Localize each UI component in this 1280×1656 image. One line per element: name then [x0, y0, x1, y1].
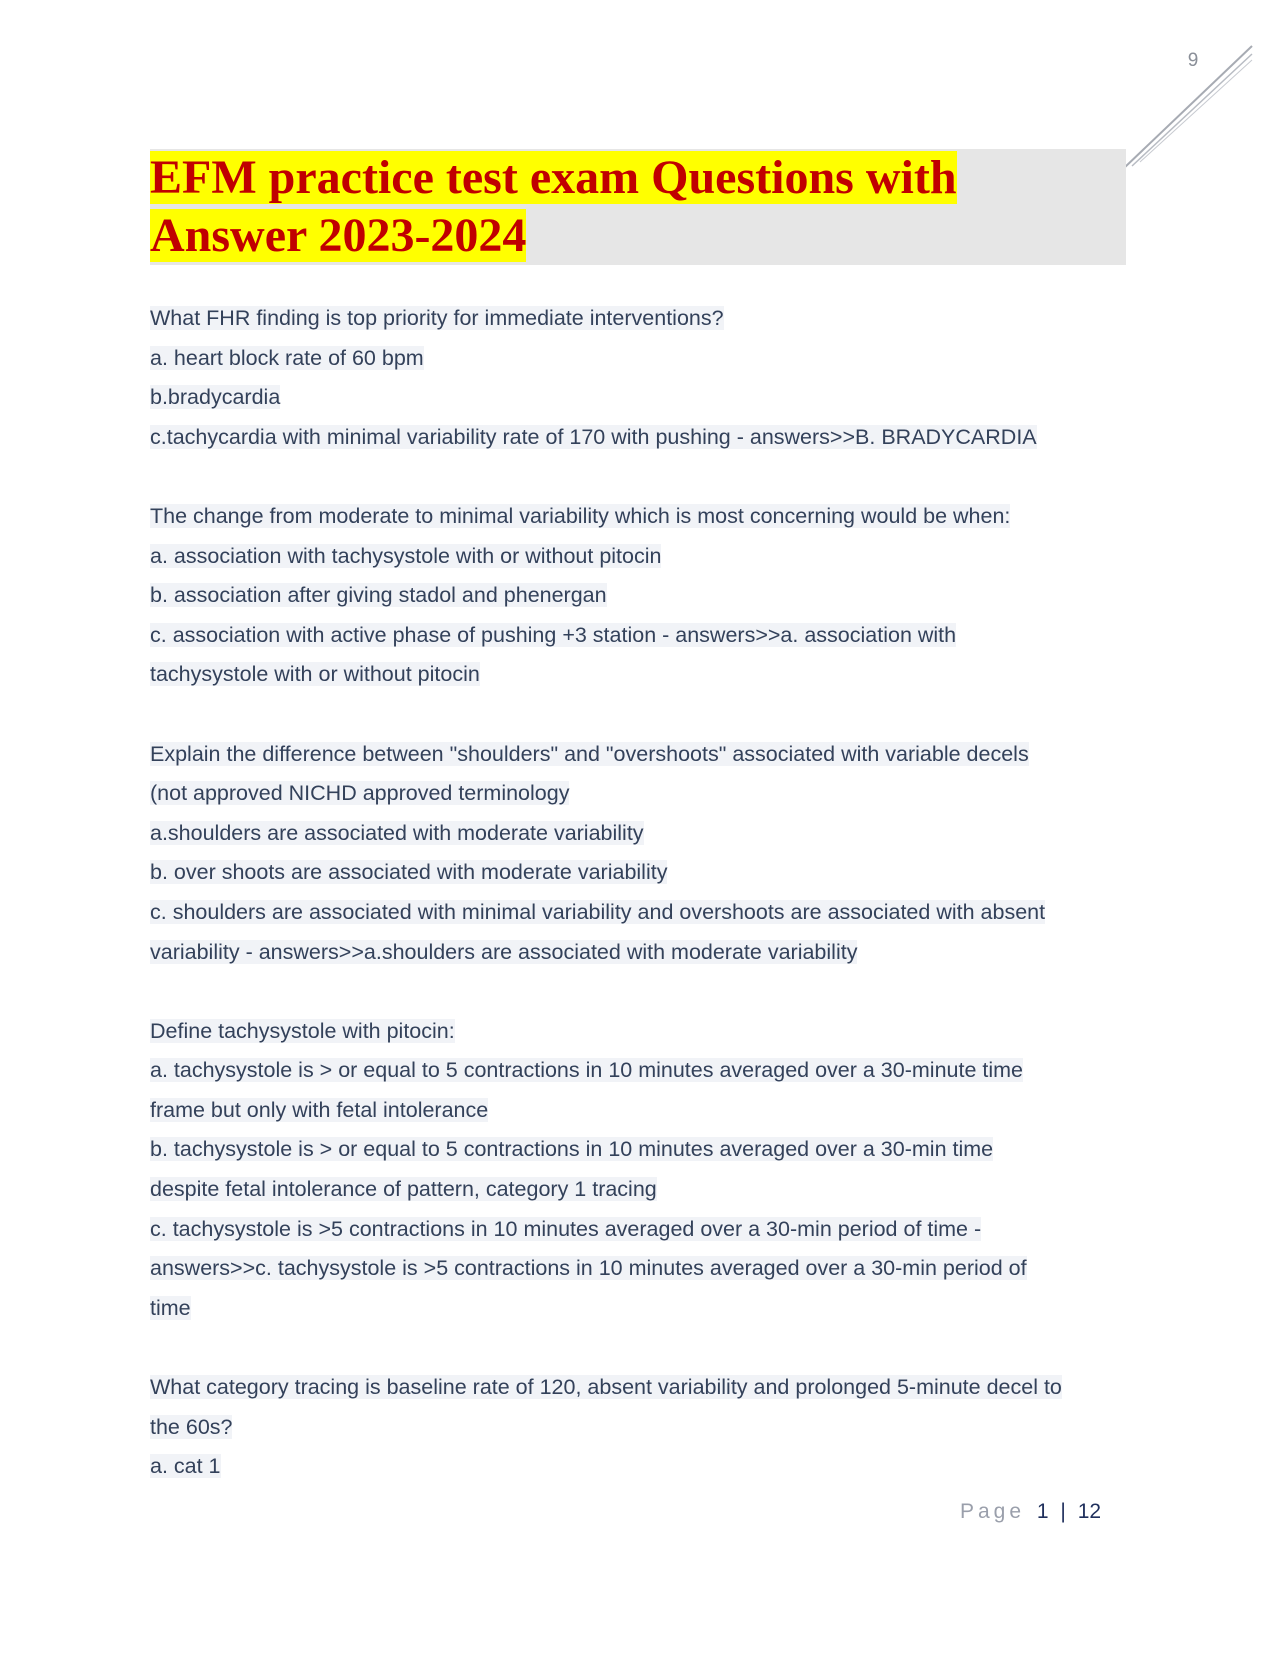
- text-line: c. association with active phase of pushing +3 station - answers>>a. association with: [150, 622, 957, 647]
- corner-page-number: 9: [1187, 50, 1199, 71]
- text-line: despite fetal intolerance of pattern, category 1 tracing: [150, 1177, 657, 1202]
- total-pages: 12: [1077, 1500, 1102, 1523]
- text-line: b. over shoots are associated with moderate variability: [150, 860, 668, 885]
- text-line: variability - answers>>a.shoulders are associated with moderate variability: [150, 939, 858, 964]
- questions-content: [150, 299, 1140, 1526]
- current-page-number: 1: [1036, 1500, 1049, 1523]
- text-line: b.bradycardia: [150, 385, 281, 410]
- title-line-2: Answer 2023-2024: [150, 209, 527, 262]
- text-line: frame but only with fetal intolerance: [150, 1097, 489, 1122]
- text-line: a. heart block rate of 60 bpm: [150, 345, 424, 370]
- question-block: [150, 735, 1140, 973]
- corner-decoration: [1124, 44, 1254, 174]
- title-block: [150, 149, 1126, 265]
- text-line: a.shoulders are associated with moderate variability: [150, 820, 644, 845]
- text-line: (not approved NICHD approved terminology: [150, 781, 570, 806]
- text-line: the 60s?: [150, 1414, 233, 1439]
- page-separator: |: [1060, 1500, 1066, 1523]
- text-line: a. cat 1: [150, 1454, 221, 1479]
- question-block: [150, 497, 1140, 695]
- question-block: [150, 1012, 1140, 1329]
- text-line: What category tracing is baseline rate of 120, absent variability and prolonged 5-minute decel to: [150, 1375, 1062, 1400]
- text-line: c. tachysystole is >5 contractions in 10 minutes averaged over a 30-min period of time -: [150, 1216, 982, 1241]
- question-block: [150, 299, 1140, 457]
- text-line: What FHR finding is top priority for immediate interventions?: [150, 306, 724, 330]
- text-line: c. shoulders are associated with minimal variability and overshoots are associated with absent: [150, 899, 1046, 924]
- text-line: Define tachysystole with pitocin:: [150, 1018, 455, 1043]
- text-line: time: [150, 1295, 191, 1320]
- text-line: a. association with tachysystole with or without pitocin: [150, 543, 662, 568]
- title-line-1: EFM practice test exam Questions with: [150, 151, 957, 204]
- text-line: c.tachycardia with minimal variability rate of 170 with pushing - answers>>B. BRADYCARDIA: [150, 424, 1037, 449]
- document-title: [150, 149, 1126, 265]
- page-word: Page: [960, 1500, 1026, 1523]
- page-footer: [960, 1500, 1101, 1524]
- text-line: tachysystole with or without pitocin: [150, 662, 480, 687]
- text-line: b. tachysystole is > or equal to 5 contractions in 10 minutes averaged over a 30-min time: [150, 1137, 994, 1162]
- text-line: The change from moderate to minimal variability which is most concerning would be when:: [150, 503, 1011, 528]
- text-line: a. tachysystole is > or equal to 5 contractions in 10 minutes averaged over a 30-minute time: [150, 1058, 1024, 1083]
- text-line: Explain the difference between "shoulders" and "overshoots" associated with variable decels: [150, 741, 1029, 766]
- text-line: b. association after giving stadol and phenergan: [150, 583, 607, 608]
- question-block: [150, 1368, 1140, 1487]
- text-line: answers>>c. tachysystole is >5 contractions in 10 minutes averaged over a 30-min period of: [150, 1256, 1027, 1281]
